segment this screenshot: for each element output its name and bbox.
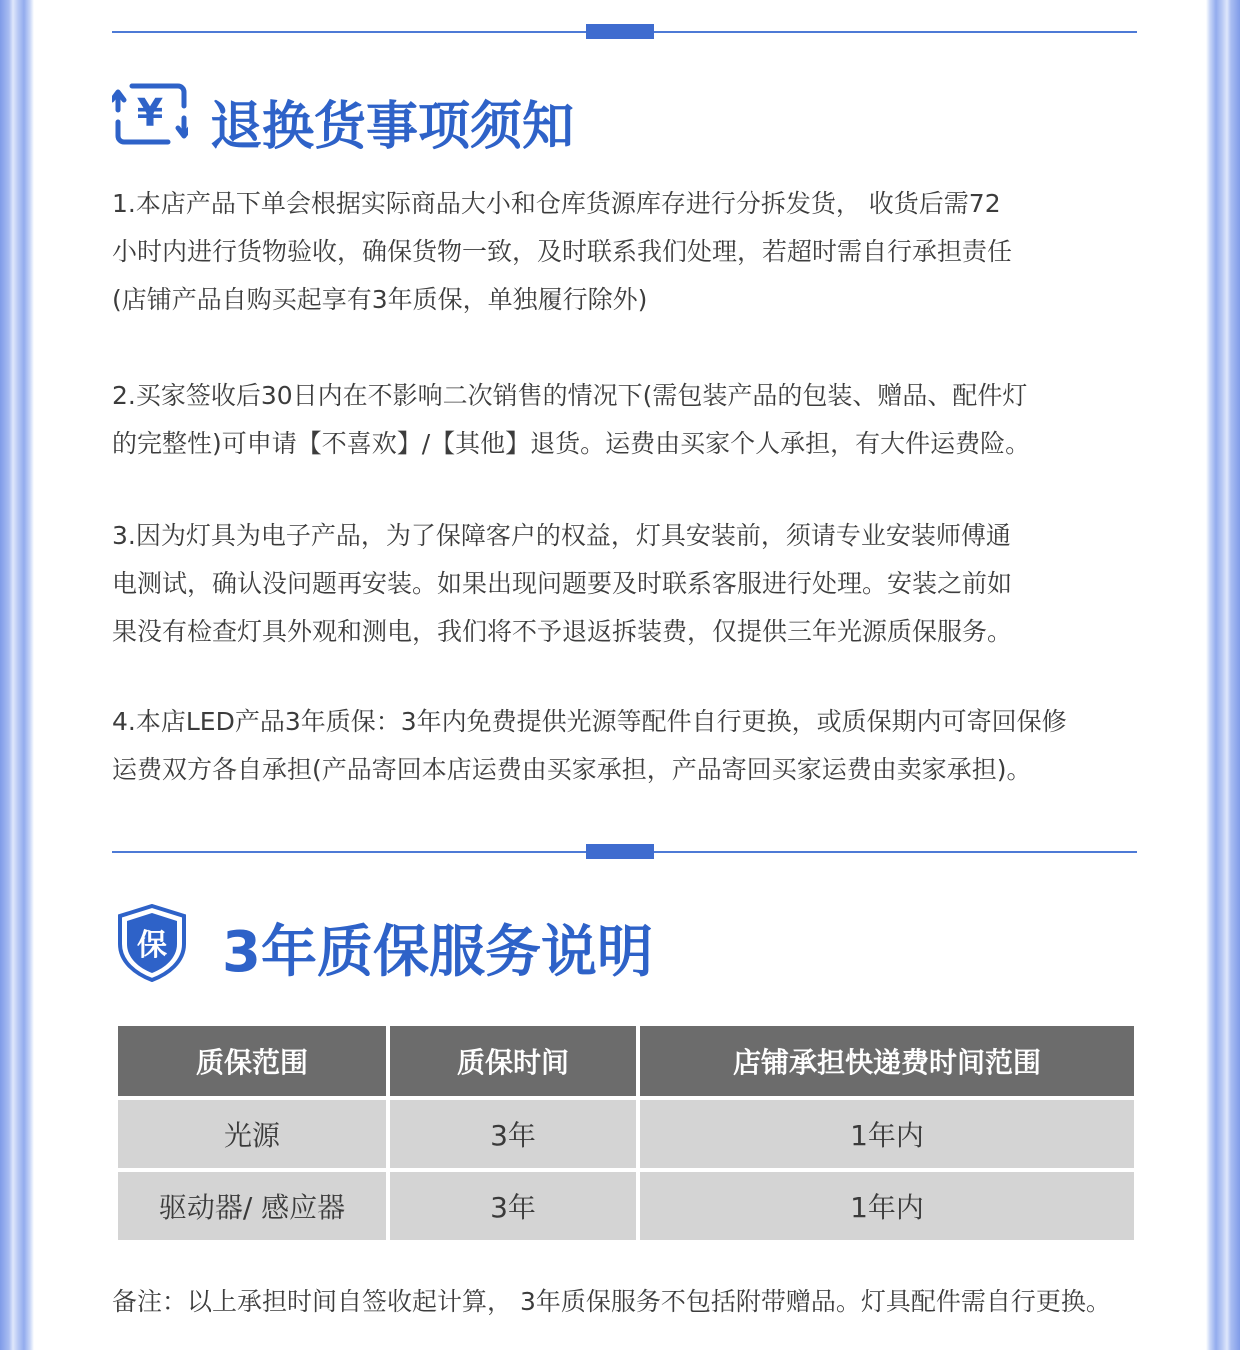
section-divider-middle	[112, 851, 1137, 853]
svg-text:¥: ¥	[136, 91, 164, 135]
yen-exchange-icon	[112, 80, 188, 152]
warranty-note: 备注：以上承担时间自签收起计算， 3年质保服务不包括附带赠品。灯具配件需自行更换。	[112, 1287, 1111, 1316]
table-cell: 3年	[388, 1170, 638, 1242]
paragraph-line: 的完整性)可申请【不喜欢】/【其他】退货。运费由买家个人承担，有大件运费险。	[112, 429, 1031, 458]
paragraph-line: 小时内进行货物验收，确保货物一致，及时联系我们处理，若超时需自行承担责任	[112, 237, 1013, 266]
table-header-cell: 店铺承担快递费时间范围	[638, 1024, 1136, 1098]
paragraph-line: 4.本店LED产品3年质保：3年内免费提供光源等配件自行更换，或质保期内可寄回保修	[112, 707, 1067, 736]
table-header-cell: 质保范围	[116, 1024, 388, 1098]
returns-paragraph-2	[112, 372, 1162, 468]
paragraph-line: (店铺产品自购买起享有3年质保，单独履行除外)	[112, 285, 648, 314]
table-header-cell: 质保时间	[388, 1024, 638, 1098]
paragraph-line: 电测试，确认没问题再安装。如果出现问题要及时联系客服进行处理。安装之前如	[112, 569, 1013, 598]
left-decorative-stripe	[0, 0, 34, 1350]
table-cell: 光源	[116, 1098, 388, 1170]
right-decorative-stripe	[1206, 0, 1240, 1350]
paragraph-line: 果没有检查灯具外观和测电，我们将不予退返拆装费，仅提供三年光源质保服务。	[112, 617, 1013, 646]
table-cell: 3年	[388, 1098, 638, 1170]
divider-tab	[586, 844, 654, 859]
table-row	[116, 1170, 1136, 1242]
returns-title: 退换货事项须知	[210, 97, 575, 157]
table-cell: 1年内	[638, 1170, 1136, 1242]
warranty-table	[114, 1022, 1138, 1244]
returns-paragraph-1	[112, 180, 1162, 324]
paragraph-line: 1.本店产品下单会根据实际商品大小和仓库货源库存进行分拆发货， 收货后需72	[112, 189, 1001, 218]
table-header-row	[116, 1024, 1136, 1098]
paragraph-line: 3.因为灯具为电子产品，为了保障客户的权益，灯具安装前，须请专业安装师傅通	[112, 521, 1011, 550]
table-row	[116, 1098, 1136, 1170]
divider-tab	[586, 24, 654, 39]
section-divider-top	[112, 31, 1137, 33]
returns-paragraph-3	[112, 512, 1162, 656]
paragraph-line: 2.买家签收后30日内在不影响二次销售的情况下(需包装产品的包装、赠品、配件灯	[112, 381, 1028, 410]
shield-icon-text: 保	[137, 928, 167, 963]
warranty-title: 3年质保服务说明	[222, 920, 653, 985]
table-cell: 1年内	[638, 1098, 1136, 1170]
table-cell: 驱动器/ 感应器	[116, 1170, 388, 1242]
paragraph-line: 运费双方各自承担(产品寄回本店运费由买家承担，产品寄回买家运费由卖家承担)。	[112, 755, 1032, 784]
returns-paragraph-4	[112, 698, 1162, 794]
shield-icon	[116, 904, 188, 986]
